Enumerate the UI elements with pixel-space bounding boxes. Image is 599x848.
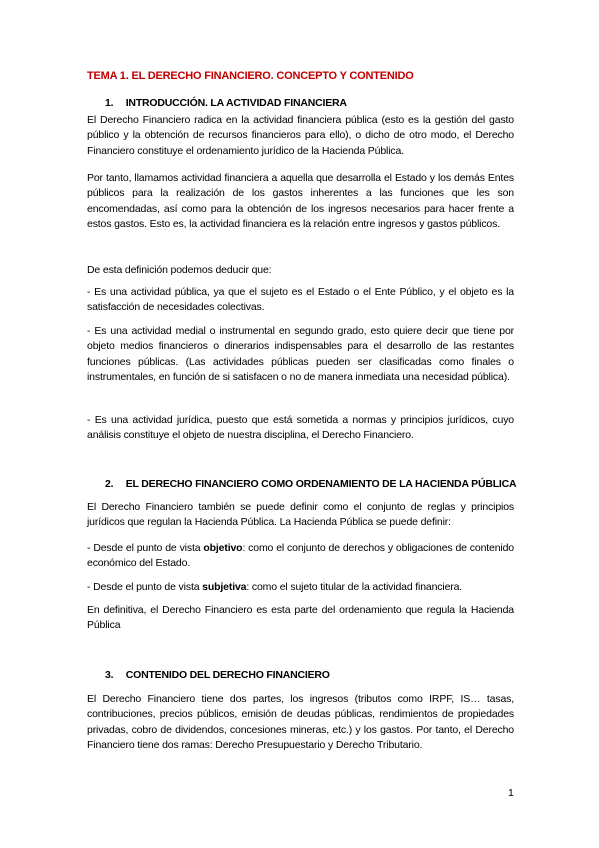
section-heading-2 (105, 478, 516, 490)
paragraph: Por tanto, llamamos actividad financiera a aquella que desarrolla el Estado y los demás Entes públicos para la realización de los gastos inherentes a las funciones que les son encomendadas, así como para la obtención de los ingresos necesarios para hacer frente a estos gastos. Esto es, la actividad financiera es la relación entre ingresos y gastos públicos. (87, 172, 514, 230)
definition-text: : como el conjunto de derechos y obligaciones de contenido económico del Estado. (87, 542, 514, 570)
definition-subjective (87, 580, 514, 595)
section-heading-1 (105, 97, 347, 109)
paragraph: El Derecho Financiero tiene dos partes, los ingresos (tributos como IRPF, IS… tasas, contribuciones, precios públicos, emisión de deudas públicas, rendimientos de propiedades privadas, cobro de dividendos, concesiones mineras, etc.) y los gastos. Por tanto, el Derecho Financiero tiene dos ramas: Derecho Presupuestario y Derecho Tributario. (87, 693, 514, 751)
list-item: - Es una actividad jurídica, puesto que está sometida a normas y principios jurídicos, cuyo análisis constituye el objeto de nuestra disciplina, el Derecho Financiero. (87, 414, 514, 442)
paragraph: En definitiva, el Derecho Financiero es esta parte del ordenamiento que regula la Hacienda Pública (87, 604, 514, 632)
section-title: INTRODUCCIÓN. LA ACTIVIDAD FINANCIERA (125, 97, 347, 109)
section-heading-3 (105, 669, 330, 681)
section-number: 3. (105, 669, 114, 681)
definition-prefix: - Desde el punto de vista (87, 542, 204, 554)
list-item: - Es una actividad medial o instrumental en segundo grado, esto quiere decir que tiene por objeto medios financieros o dinerarios indispensables para el desarrollo de las restantes funciones públicas. (Las actividades públicas pueden ser clasificadas como finales o instrumentales, en función de si satisfacen o no de manera inmediata una necesidad pública). (87, 325, 514, 383)
document-title: TEMA 1. EL DERECHO FINANCIERO. CONCEPTO Y CONTENIDO (87, 70, 414, 82)
paragraph: De esta definición podemos deducir que: (87, 264, 272, 276)
list-item: - Es una actividad pública, ya que el sujeto es el Estado o el Ente Público, y el objeto es la satisfacción de necesidades colectivas. (87, 286, 514, 314)
page-number: 1 (508, 787, 514, 799)
section-title: EL DERECHO FINANCIERO COMO ORDENAMIENTO DE LA HACIENDA PÚBLICA (125, 478, 517, 490)
paragraph: El Derecho Financiero también se puede definir como el conjunto de reglas y principios jurídicos que regulan la Hacienda Pública. La Hacienda Pública se puede definir: (87, 501, 514, 529)
section-title: CONTENIDO DEL DERECHO FINANCIERO (125, 669, 330, 681)
definition-prefix: - Desde el punto de vista (87, 581, 203, 593)
section-number: 2. (105, 478, 114, 490)
paragraph: El Derecho Financiero radica en la actividad financiera pública (esto es la gestión del gasto público y la obtención de recursos financieros para ello), o dicho de otro modo, el Derecho Financiero constituye el ordenamiento jurídico de la Hacienda Pública. (87, 114, 514, 157)
definition-objective (87, 541, 514, 572)
section-number: 1. (105, 97, 114, 109)
definition-term: subjetiva (202, 581, 247, 593)
definition-term: objetivo (203, 542, 243, 554)
definition-text: : como el sujeto titular de la actividad financiera. (246, 581, 463, 593)
